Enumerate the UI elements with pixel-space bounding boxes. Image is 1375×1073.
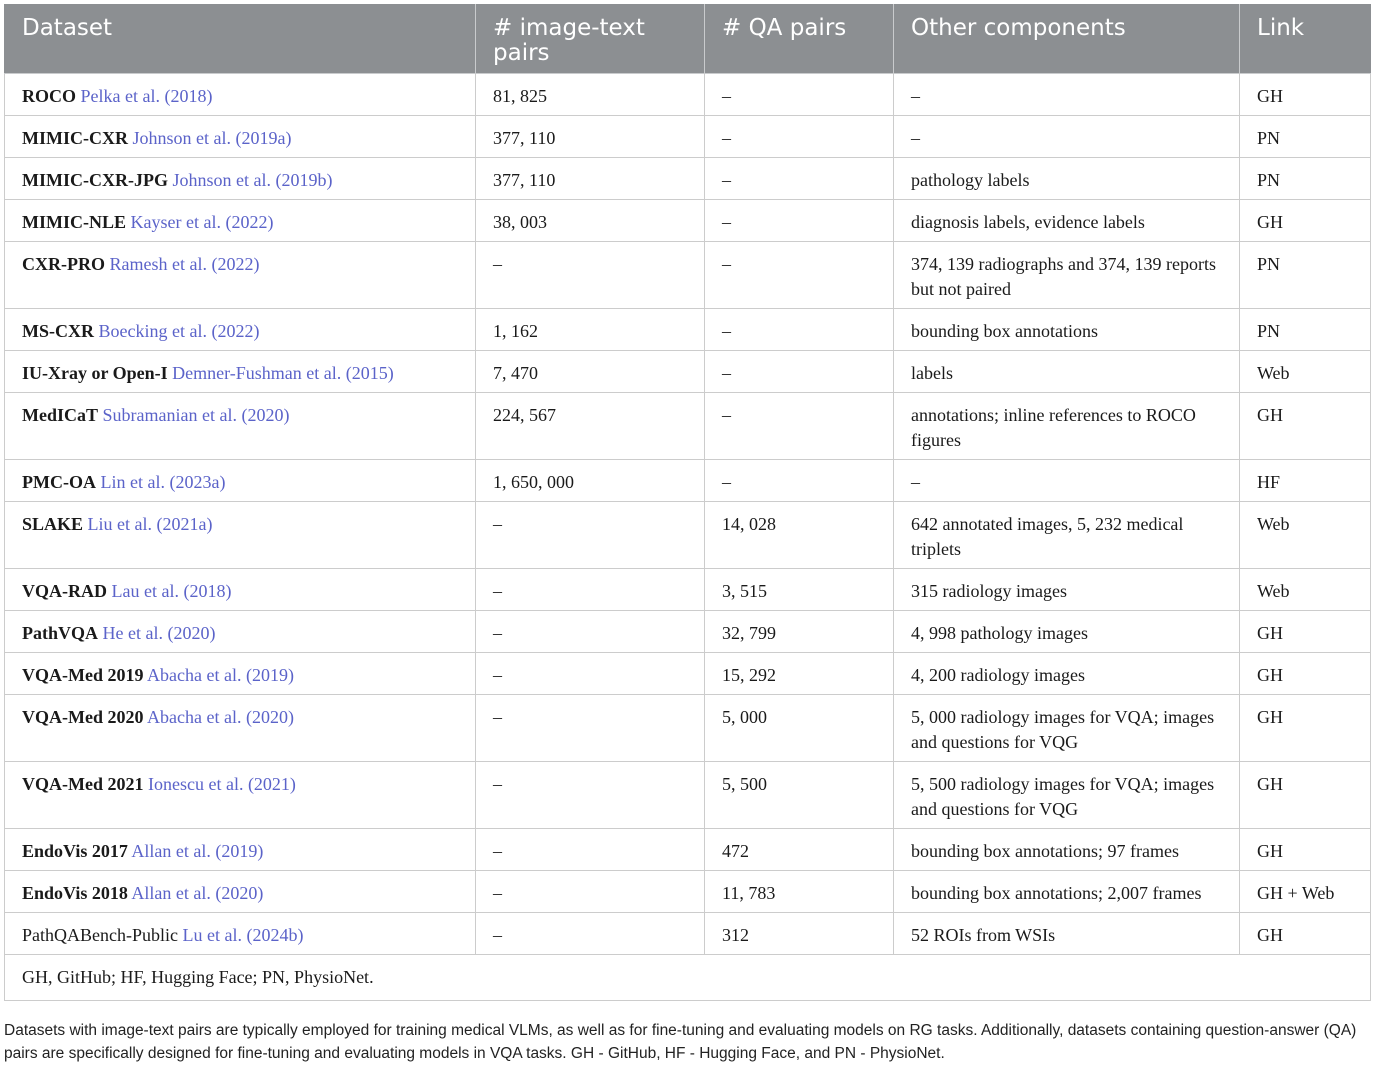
- dataset-name: EndoVis 2018: [22, 883, 128, 903]
- dataset-name: VQA-RAD: [22, 581, 107, 601]
- dataset-cell: [5, 242, 476, 309]
- image-text-pairs-cell: –: [476, 762, 705, 829]
- citation-link[interactable]: Boecking et al. (2022): [98, 321, 260, 341]
- dataset-name: SLAKE: [22, 514, 84, 534]
- dataset-name: EndoVis 2017: [22, 841, 128, 861]
- other-components-cell: diagnosis labels, evidence labels: [894, 200, 1240, 242]
- other-components-cell: bounding box annotations; 97 frames: [894, 829, 1240, 871]
- link-cell: PN: [1240, 242, 1371, 309]
- image-text-pairs-cell: 377, 110: [476, 116, 705, 158]
- table-row: [5, 569, 1371, 611]
- link-cell: Web: [1240, 569, 1371, 611]
- table-row: [5, 242, 1371, 309]
- qa-pairs-cell: 5, 500: [705, 762, 894, 829]
- dataset-cell: [5, 829, 476, 871]
- other-components-cell: pathology labels: [894, 158, 1240, 200]
- table-row: [5, 611, 1371, 653]
- link-cell: GH: [1240, 653, 1371, 695]
- link-cell: GH: [1240, 74, 1371, 116]
- table-row: [5, 351, 1371, 393]
- image-text-pairs-cell: 38, 003: [476, 200, 705, 242]
- citation-link[interactable]: Demner-Fushman et al. (2015): [172, 363, 394, 383]
- dataset-cell: [5, 653, 476, 695]
- image-text-pairs-cell: –: [476, 829, 705, 871]
- other-components-cell: bounding box annotations: [894, 309, 1240, 351]
- link-cell: PN: [1240, 309, 1371, 351]
- qa-pairs-cell: 5, 000: [705, 695, 894, 762]
- image-text-pairs-cell: –: [476, 242, 705, 309]
- qa-pairs-cell: 14, 028: [705, 502, 894, 569]
- link-cell: GH: [1240, 913, 1371, 955]
- dataset-cell: [5, 351, 476, 393]
- image-text-pairs-cell: 7, 470: [476, 351, 705, 393]
- dataset-cell: [5, 762, 476, 829]
- link-cell: Web: [1240, 351, 1371, 393]
- link-cell: GH: [1240, 393, 1371, 460]
- dataset-name: PathVQA: [22, 623, 98, 643]
- image-text-pairs-cell: 81, 825: [476, 74, 705, 116]
- citation-link[interactable]: Subramanian et al. (2020): [102, 405, 290, 425]
- image-text-pairs-cell: 1, 650, 000: [476, 460, 705, 502]
- citation-link[interactable]: Johnson et al. (2019a): [132, 128, 292, 148]
- header-image-text-pairs: # image-text pairs: [476, 4, 705, 74]
- qa-pairs-cell: 11, 783: [705, 871, 894, 913]
- dataset-name: VQA-Med 2020: [22, 707, 144, 727]
- image-text-pairs-cell: 224, 567: [476, 393, 705, 460]
- dataset-name: MIMIC-CXR: [22, 128, 128, 148]
- table-row: [5, 502, 1371, 569]
- dataset-name: MS-CXR: [22, 321, 94, 341]
- citation-link[interactable]: Allan et al. (2020): [131, 883, 264, 903]
- table-row: [5, 653, 1371, 695]
- image-text-pairs-cell: –: [476, 569, 705, 611]
- header-link: Link: [1240, 4, 1371, 74]
- table-row: [5, 393, 1371, 460]
- dataset-cell: [5, 569, 476, 611]
- dataset-name: VQA-Med 2021: [22, 774, 144, 794]
- image-text-pairs-cell: –: [476, 695, 705, 762]
- qa-pairs-cell: 15, 292: [705, 653, 894, 695]
- dataset-cell: [5, 116, 476, 158]
- table-row: [5, 309, 1371, 351]
- table-footnote: GH, GitHub; HF, Hugging Face; PN, PhysioNet.: [5, 955, 1371, 1001]
- link-cell: GH: [1240, 695, 1371, 762]
- header-qa-pairs: # QA pairs: [705, 4, 894, 74]
- image-text-pairs-cell: –: [476, 653, 705, 695]
- other-components-cell: 4, 200 radiology images: [894, 653, 1240, 695]
- citation-link[interactable]: Abacha et al. (2019): [147, 665, 294, 685]
- table-row: [5, 460, 1371, 502]
- citation-link[interactable]: Liu et al. (2021a): [87, 514, 213, 534]
- citation-link[interactable]: Johnson et al. (2019b): [172, 170, 333, 190]
- qa-pairs-cell: –: [705, 242, 894, 309]
- other-components-cell: –: [894, 74, 1240, 116]
- image-text-pairs-cell: 1, 162: [476, 309, 705, 351]
- link-cell: GH + Web: [1240, 871, 1371, 913]
- other-components-cell: –: [894, 116, 1240, 158]
- qa-pairs-cell: 472: [705, 829, 894, 871]
- other-components-cell: 52 ROIs from WSIs: [894, 913, 1240, 955]
- image-text-pairs-cell: –: [476, 871, 705, 913]
- link-cell: GH: [1240, 829, 1371, 871]
- citation-link[interactable]: Pelka et al. (2018): [80, 86, 213, 106]
- link-cell: GH: [1240, 200, 1371, 242]
- other-components-cell: annotations; inline references to ROCO figures: [894, 393, 1240, 460]
- citation-link[interactable]: Abacha et al. (2020): [147, 707, 294, 727]
- table-row: [5, 762, 1371, 829]
- dataset-table: [4, 4, 1371, 1001]
- table-row: [5, 871, 1371, 913]
- table-row: [5, 200, 1371, 242]
- citation-link[interactable]: Ramesh et al. (2022): [109, 254, 260, 274]
- citation-link[interactable]: Ionescu et al. (2021): [147, 774, 296, 794]
- other-components-cell: labels: [894, 351, 1240, 393]
- image-text-pairs-cell: –: [476, 502, 705, 569]
- image-text-pairs-cell: 377, 110: [476, 158, 705, 200]
- header-other-components: Other components: [894, 4, 1240, 74]
- dataset-table-container: [4, 4, 1370, 1001]
- dataset-cell: [5, 393, 476, 460]
- link-cell: PN: [1240, 158, 1371, 200]
- qa-pairs-cell: –: [705, 200, 894, 242]
- other-components-cell: 4, 998 pathology images: [894, 611, 1240, 653]
- citation-link[interactable]: He et al. (2020): [102, 623, 216, 643]
- footnote-row: [5, 955, 1371, 1001]
- link-cell: Web: [1240, 502, 1371, 569]
- table-row: [5, 74, 1371, 116]
- other-components-cell: 374, 139 radiographs and 374, 139 reports but not paired: [894, 242, 1240, 309]
- qa-pairs-cell: –: [705, 309, 894, 351]
- other-components-cell: bounding box annotations; 2,007 frames: [894, 871, 1240, 913]
- citation-link[interactable]: Lu et al. (2024b): [182, 925, 304, 945]
- link-cell: GH: [1240, 611, 1371, 653]
- table-row: [5, 695, 1371, 762]
- dataset-cell: [5, 871, 476, 913]
- dataset-cell: [5, 502, 476, 569]
- dataset-name: PathQABench-Public: [22, 925, 178, 945]
- dataset-cell: [5, 158, 476, 200]
- qa-pairs-cell: –: [705, 74, 894, 116]
- dataset-cell: [5, 695, 476, 762]
- table-caption: Datasets with image-text pairs are typically employed for training medical VLMs, as well as for fine-tuning and evaluating models on RG tasks. Additionally, datasets containing question-answer (QA) pairs are specifically designed for fine-tuning and evaluating models in VQA tasks. GH - GitHub, HF - Hugging Face, and PN - PhysioNet.: [4, 1022, 1357, 1062]
- dataset-name: ROCO: [22, 86, 76, 106]
- dataset-cell: [5, 460, 476, 502]
- dataset-cell: [5, 913, 476, 955]
- qa-pairs-cell: 32, 799: [705, 611, 894, 653]
- citation-link[interactable]: Allan et al. (2019): [131, 841, 264, 861]
- link-cell: HF: [1240, 460, 1371, 502]
- qa-pairs-cell: –: [705, 393, 894, 460]
- table-row: [5, 829, 1371, 871]
- citation-link[interactable]: Lau et al. (2018): [111, 581, 232, 601]
- qa-pairs-cell: 312: [705, 913, 894, 955]
- qa-pairs-cell: –: [705, 460, 894, 502]
- qa-pairs-cell: –: [705, 158, 894, 200]
- qa-pairs-cell: –: [705, 116, 894, 158]
- citation-link[interactable]: Kayser et al. (2022): [130, 212, 274, 232]
- dataset-cell: [5, 74, 476, 116]
- dataset-name: CXR-PRO: [22, 254, 105, 274]
- other-components-cell: 5, 000 radiology images for VQA; images and questions for VQG: [894, 695, 1240, 762]
- dataset-name: MIMIC-NLE: [22, 212, 126, 232]
- other-components-cell: –: [894, 460, 1240, 502]
- citation-link[interactable]: Lin et al. (2023a): [100, 472, 226, 492]
- qa-pairs-cell: 3, 515: [705, 569, 894, 611]
- header-row: [5, 4, 1371, 74]
- dataset-name: PMC-OA: [22, 472, 96, 492]
- dataset-name: MIMIC-CXR-JPG: [22, 170, 168, 190]
- table-row: [5, 158, 1371, 200]
- image-text-pairs-cell: –: [476, 913, 705, 955]
- dataset-name: VQA-Med 2019: [22, 665, 144, 685]
- table-row: [5, 116, 1371, 158]
- other-components-cell: 642 annotated images, 5, 232 medical triplets: [894, 502, 1240, 569]
- dataset-cell: [5, 309, 476, 351]
- dataset-cell: [5, 200, 476, 242]
- qa-pairs-cell: –: [705, 351, 894, 393]
- link-cell: GH: [1240, 762, 1371, 829]
- dataset-cell: [5, 611, 476, 653]
- other-components-cell: 5, 500 radiology images for VQA; images and questions for VQG: [894, 762, 1240, 829]
- other-components-cell: 315 radiology images: [894, 569, 1240, 611]
- dataset-name: MedICaT: [22, 405, 98, 425]
- link-cell: PN: [1240, 116, 1371, 158]
- header-dataset: Dataset: [5, 4, 476, 74]
- table-row: [5, 913, 1371, 955]
- image-text-pairs-cell: –: [476, 611, 705, 653]
- dataset-name: IU-Xray or Open-I: [22, 363, 168, 383]
